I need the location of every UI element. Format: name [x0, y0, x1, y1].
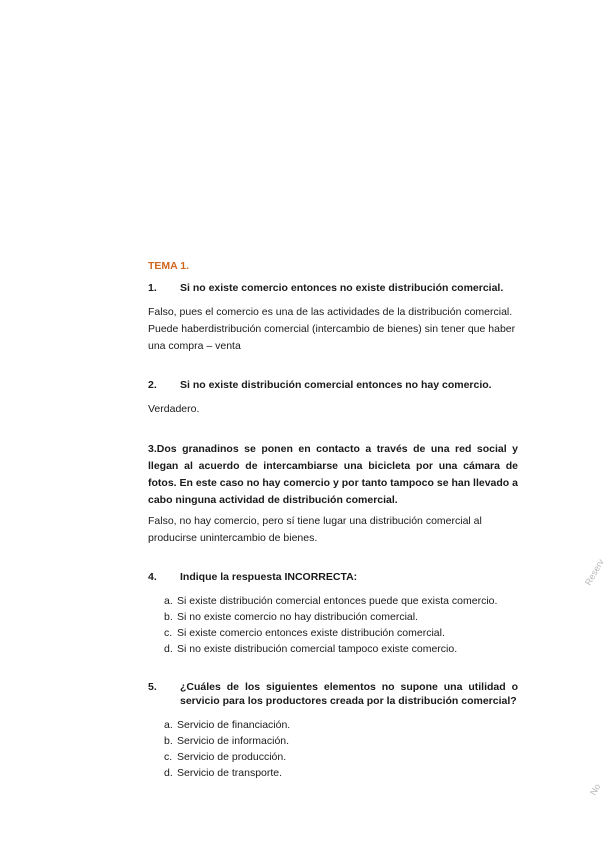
option-item: b. Servicio de información. [164, 735, 290, 747]
answer-3: Falso, no hay comercio, pero sí tiene lugar una distribución comercial al producirse unintercambio de bienes. [148, 515, 482, 544]
answer-1: Falso, pues el comercio es una de las actividades de la distribución comercial. Puede haberdistribución comercial (intercambio de bienes) sin tener que haber una compra – venta [148, 306, 516, 352]
document-page [148, 260, 518, 781]
question-2-text: Si no existe distribución comercial entonces no hay comercio. [180, 379, 492, 391]
option-item: c. Si existe comercio entonces existe distribución comercial. [164, 627, 445, 639]
question-2-number: 2. [148, 379, 157, 391]
question-4 [148, 570, 518, 584]
question-5-options [148, 717, 518, 781]
option-item: a. Si existe distribución comercial entonces puede que exista comercio. [164, 595, 498, 607]
option-item: c. Servicio de producción. [164, 751, 287, 763]
option-item: a. Servicio de financiación. [164, 719, 291, 731]
watermark-text: No [588, 782, 603, 797]
answer-2: Verdadero. [148, 403, 200, 415]
option-item: d. Si no existe distribución comercial tampoco existe comercio. [164, 643, 458, 655]
option-item: d. Servicio de transporte. [164, 767, 283, 779]
watermark-text: Reserv [583, 557, 606, 587]
question-1-text: Si no existe comercio entonces no existe distribución comercial. [180, 282, 504, 294]
option-item: b. Si no existe comercio no hay distribución comercial. [164, 611, 419, 623]
question-5-number: 5. [148, 681, 157, 693]
question-4-options [148, 593, 518, 657]
question-3-text: 3.Dos granadinos se ponen en contacto a través de una red social y llegan al acuerdo de intercambiarse una bicicleta por una cámara de fotos. En este caso no hay comercio y por tanto tampoco se han llevado a cabo ninguna actividad de distribución comercial. [148, 443, 518, 506]
question-5-text: ¿Cuáles de los siguientes elementos no supone una utilidad o servicio para los productores creada por la distribución comercial? [180, 681, 518, 707]
question-4-number: 4. [148, 571, 157, 583]
question-2 [148, 378, 518, 392]
question-1 [148, 281, 518, 295]
question-5 [148, 680, 518, 708]
question-4-text: Indique la respuesta INCORRECTA: [180, 571, 358, 583]
section-title: TEMA 1. [148, 260, 190, 272]
question-1-number: 1. [148, 282, 157, 294]
